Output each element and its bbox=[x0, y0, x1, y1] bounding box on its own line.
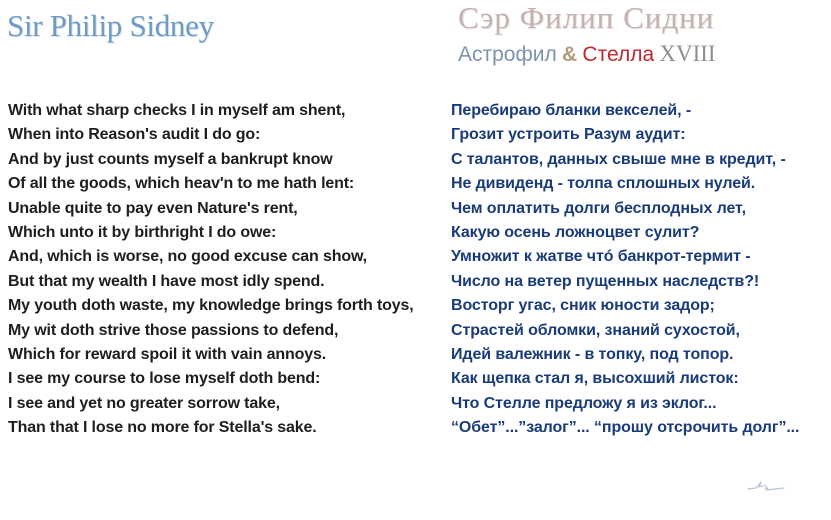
poem-line-ru: Что Стелле предложу я из эклог... bbox=[451, 394, 717, 412]
subtitle-ampersand: & bbox=[562, 43, 578, 66]
poem-line-ru: Идей валежник - в топку, под топор. bbox=[451, 346, 734, 364]
poem-line-en: Of all the goods, which heav'n to me hath lent: bbox=[8, 175, 355, 193]
poem-line-en: Which for reward spoil it with vain annoys. bbox=[8, 346, 327, 364]
poem-line-en: My youth doth waste, my knowledge brings forth toys, bbox=[8, 297, 414, 315]
page-title-en: Sir Philip Sidney bbox=[7, 8, 214, 43]
poem-line-ru: “Обет”...”залог”... “прошу отсрочить долг”... bbox=[451, 419, 800, 437]
poem-line-en: When into Reason's audit I do go: bbox=[8, 126, 261, 144]
subtitle-astrophil: Астрофил bbox=[458, 43, 557, 66]
poem-line-ru: Перебираю бланки векселей, - bbox=[451, 102, 692, 119]
poem-line-en: But that my wealth I have most idly spend. bbox=[8, 272, 325, 290]
poem-line-en: Which unto it by birthright I do owe: bbox=[8, 224, 277, 242]
poem-russian bbox=[451, 99, 799, 441]
poem-line-ru: Восторг угас, сник юности задор; bbox=[451, 297, 715, 315]
poem-line-ru: Грозит устроить Разум аудит: bbox=[451, 126, 686, 144]
poem-line-en: Unable quite to pay even Nature's rent, bbox=[8, 199, 298, 217]
poem-line-en: And, which is worse, no good excuse can show, bbox=[8, 248, 367, 266]
poem-line-ru: Чем оплатить долги бесплодных лет, bbox=[451, 199, 746, 217]
poem-line-ru: Какую осень ложноцвет сулит? bbox=[451, 224, 700, 242]
poem-line-en: And by just counts myself a bankrupt know bbox=[8, 150, 333, 168]
signature-icon bbox=[744, 474, 788, 496]
poem-line-en: I see and yet no greater sorrow take, bbox=[8, 394, 280, 412]
poem-line-ru: Число на ветер пущенных наследств?! bbox=[451, 272, 760, 290]
subtitle-stella: Стелла bbox=[582, 43, 655, 66]
poem-line-en: Than that I lose no more for Stella's sake. bbox=[8, 419, 317, 437]
poem-line-en: I see my course to lose myself doth bend: bbox=[8, 370, 321, 388]
poem-line-ru: Как щепка стал я, высохший листок: bbox=[451, 370, 739, 388]
poem-line-ru: Не дивиденд - толпа сплошных нулей. bbox=[451, 175, 756, 193]
poem-line-ru: С талантов, данных свыше мне в кредит, - bbox=[451, 150, 786, 168]
poem-line-en: With what sharp checks I in myself am shent, bbox=[8, 102, 346, 119]
poem-line-ru: Страстей обломки, знаний сухостой, bbox=[451, 321, 740, 339]
subtitle-sonnet-number: XVIII bbox=[659, 41, 716, 66]
subtitle bbox=[458, 42, 716, 67]
poem-english bbox=[8, 99, 414, 441]
page-title-ru: Сэр Филип Сидни bbox=[458, 0, 715, 35]
poem-line-ru: Умножит к жатве чтó банкрот-термит - bbox=[451, 248, 751, 266]
poem-line-en: My wit doth strive those passions to defend, bbox=[8, 321, 339, 339]
